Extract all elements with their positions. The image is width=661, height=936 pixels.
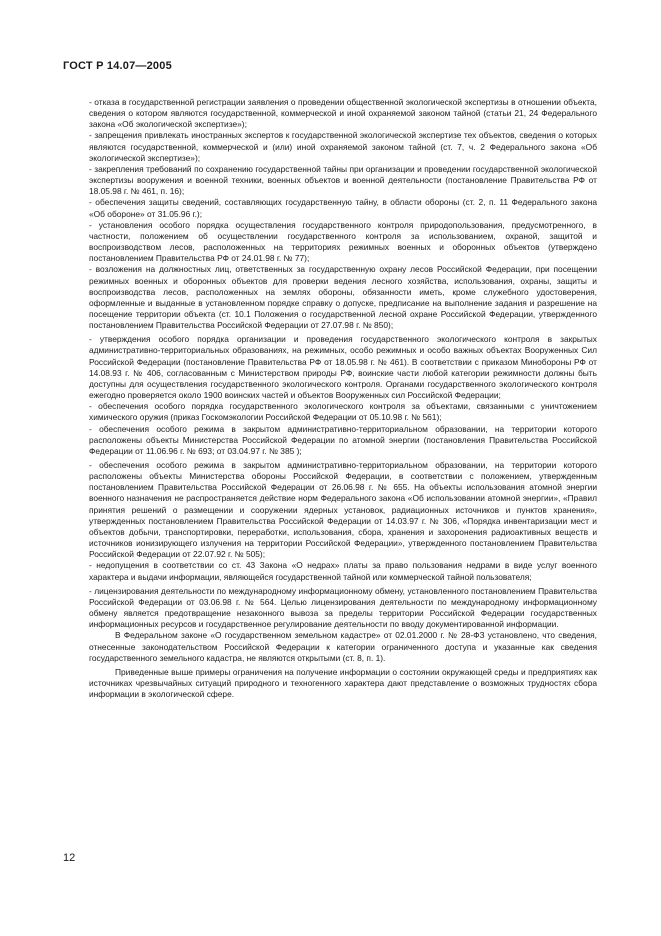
paragraph: - обеспечения защиты сведений, составляющих государственную тайну, в области обороны (ст. 2, п. 11 Федерального закона «Об обороне» от 31.05.96 г.);	[89, 197, 597, 219]
paragraph: - запрещения привлекать иностранных экспертов к государственной экологической экспертизе тех объектов, сведения о которых являются государственной, коммерческой и (или) иной охраняемой законом тайной (ст. 7, ч. 2 Федерального закона «Об экологической экспертизе»);	[89, 130, 597, 163]
paragraph: - отказа в государственной регистрации заявления о проведении общественной экологической экспертизы в отношении объекта, сведения о котором являются государственной, коммерческой и иной охраняемой законом тайной (статьи 21, 24 Федерального закона «Об экологической экспертизе»);	[89, 97, 597, 130]
document-body	[89, 97, 597, 700]
paragraph: Приведенные выше примеры ограничения на получение информации о состоянии окружающей среды и предприятиях как источниках чрезвычайных ситуаций природного и техногенного характера дают представление о возможных трудностях сбора информации в экологической сфере.	[89, 666, 597, 700]
paragraph: - обеспечения особого порядка государственного экологического контроля за объектами, связанными с уничтожением химического оружия (приказ Госкомэкологии Российской Федерации от 05.10.98 г. № 561);	[89, 401, 597, 423]
paragraph: - утверждения особого порядка организации и проведения государственного экологического контроля в закрытых административно-территориальных образованиях, на режимных, особо режимных и особо важных объектах Вооруженных Сил Российской Федерации (постановление Правительства РФ от 18.05.98 г. № 461). В соответствии с приказом Минобороны РФ от 14.08.93 г. № 406, согласованным с Министерством природы РФ, воинские части любой категории режимности должны быть доступны для осуществления государственного экологического контроля. Органами государственного экологического контроля ежегодно проверяется около 1900 воинских частей и объектов Вооруженных сил Российской Федерации;	[89, 334, 597, 401]
paragraph: В Федеральном законе «О государственном земельном кадастре» от 02.01.2000 г. № 28-ФЗ установлено, что сведения, отнесенные законодательством Российской Федерации к категории ограниченного доступа и указанные как сведения государственного земельного кадастра, не являются открытыми (ст. 8, п. 1).	[89, 630, 597, 663]
paragraph: - обеспечения особого режима в закрытом административно-территориальном образовании, на территории которого расположены объекты Министерства Российской Федерации по атомной энергии (постановления Правительства Российской Федерации от 11.06.96 г. № 693; от 03.04.97 г. № 385 );	[89, 423, 597, 456]
paragraph: - установления особого порядка осуществления государственного контроля природопользования, предусмотренного, в частности, положением об осуществлении государственного контроля за использованием, охраной, защитой и воспроизводством лесов, расположенных на территориях режимных военных и оборонных объектов (утверждено постановлением Правительства РФ от 24.01.98 г. № 77);	[89, 219, 597, 264]
paragraph: - возложения на должностных лиц, ответственных за государственную охрану лесов Российской Федерации, при посещении режимных военных и оборонных объектов для проверки ведения лесного хозяйства, использования, охраны, защиты и воспроизводства лесов, расположенных на землях обороны, обязанности иметь, кроме служебного удостоверения, оформленные и выданные в установленном порядке справку о допуске, предписание на выполнение задания и разрешение на посещение территории объекта (ст. 10.1 Положения о государственной лесной охране Российской Федерации, утвержденного постановлением Правительства Российской Федерации от 27.07.98 г. № 850);	[89, 264, 597, 331]
document-header: ГОСТ Р 14.07—2005	[63, 60, 172, 72]
paragraph: - обеспечения особого режима в закрытом административно-территориальном образовании, на территории которого расположены объекты Министерства обороны Российской Федерации, в соответствии с положением, утвержденным постановлением Правительства Российской Федерации от 26.06.98 г. № 655. На объекты использования атомной энергии военного назначения не распространяется действие норм Федерального закона «Об использовании атомной энергии», «Правил принятия решений о размещении и сооружении ядерных установок, радиационных источников и пунктов хранения», утвержденных постановлением Правительства Российской Федерации от 14.03.97 г. № 306, «Порядка инвентаризации мест и объектов добычи, транспортировки, переработки, использования, сбора, хранения и захоронения радиоактивных веществ и источников ионизирующего излучения на территории Российской Федерации», утвержденного постановлением Правительства Российской Федерации от 22.07.92 г. № 505);	[89, 460, 597, 560]
paragraph: - лицензирования деятельности по международному информационному обмену, установленного постановлением Правительства Российской Федерации от 03.06.98 г. № 564. Целью лицензирования деятельности по международному информационному обмену является предотвращение незаконного вывоза за пределы территории Российской Федерации государственных информационных ресурсов и государственное регулирование деятельности по вводу документированной информации.	[89, 585, 597, 630]
paragraph: - закрепления требований по сохранению государственной тайны при организации и проведении государственной экологической экспертизы вооружения и военной техники, военных объектов и военной деятельности (постановление Правительства РФ от 18.05.98 г. № 461, п. 16);	[89, 163, 597, 197]
page-number: 12	[63, 852, 76, 864]
paragraph: - недопущения в соответствии со ст. 43 Закона «О недрах» платы за право пользования недрами в виде услуг военного характера и выдачи информации, являющейся государственной тайной или коммерческой тайной пользователя;	[89, 560, 597, 582]
